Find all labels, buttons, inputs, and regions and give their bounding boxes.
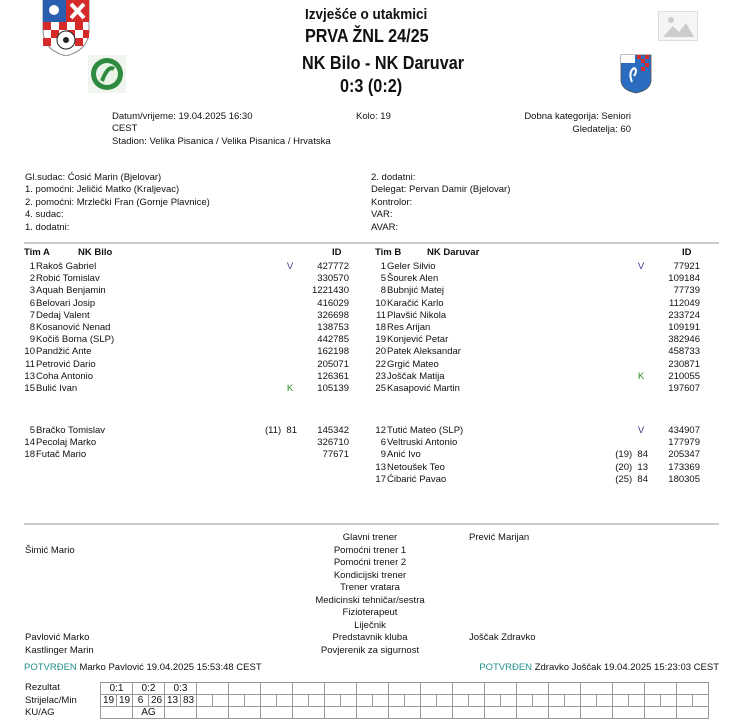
- competition-name: PRVA ŽNL 24/25: [305, 26, 429, 46]
- player-id: 233724: [668, 309, 700, 321]
- player-id: 326710: [317, 437, 349, 449]
- substitution-info: (11) 81: [264, 425, 297, 436]
- minute-cell: [661, 695, 677, 707]
- divider: [24, 242, 719, 244]
- player-row: [17, 298, 357, 311]
- scorer-cell: [357, 695, 373, 707]
- player-row: [368, 474, 708, 487]
- player-row: [17, 346, 357, 359]
- player-number: 20: [375, 346, 386, 358]
- player-number: 10: [375, 297, 386, 309]
- confirmation-text: Marko Pavlović 19.04.2025 15:53:48 CEST: [79, 662, 262, 673]
- captain-marker: K: [637, 370, 645, 382]
- result-cell: [453, 683, 485, 695]
- player-name: Kočiš Borna (SLP): [36, 334, 115, 346]
- official-line: Delegat: Pervan Damir (Bjelovar): [371, 184, 511, 196]
- minute-cell: [405, 695, 421, 707]
- player-id: 109184: [668, 273, 700, 285]
- player-number: 13: [375, 461, 386, 473]
- minute-cell: [245, 695, 261, 707]
- player-number: 5: [29, 425, 35, 436]
- ku-ag-cell: [581, 707, 613, 719]
- scorer-cell: 13: [165, 695, 181, 707]
- result-cell: [645, 683, 677, 695]
- scorer-cell: [613, 695, 629, 707]
- scorer-cell: [261, 695, 277, 707]
- staff-role: Trener vratara: [340, 582, 400, 593]
- player-number: 5: [380, 273, 386, 285]
- result-cell: [229, 683, 261, 695]
- captain-marker: K: [286, 383, 294, 394]
- player-id: 109191: [668, 322, 700, 333]
- player-name: Tutić Mateo (SLP): [387, 425, 464, 436]
- official-line: 2. pomoćni: Mrzlečki Fran (Gornje Plavnice): [25, 196, 210, 208]
- player-name: Kosanović Nenad: [36, 322, 111, 333]
- staff-role: Liječnik: [354, 619, 386, 631]
- report-title: Izvješće o utakmici: [305, 6, 428, 23]
- age-category: Dobna kategorija: Seniori: [524, 111, 631, 122]
- result-cell: [389, 683, 421, 695]
- match-datetime: Datum/vrijeme: 19.04.2025 16:30: [112, 111, 253, 122]
- player-number: 9: [29, 334, 35, 346]
- player-name: Konjević Petar: [387, 334, 449, 346]
- ku-ag-cell: [613, 707, 645, 719]
- player-row: [368, 383, 708, 396]
- player-row: [17, 261, 357, 274]
- player-id: 330570: [317, 273, 349, 285]
- goals-table: [100, 682, 709, 719]
- player-row: [368, 322, 708, 335]
- official-line: 1. pomoćni: Jeličić Matko (Kraljevac): [25, 184, 180, 196]
- player-number: 7: [29, 309, 35, 321]
- player-id: 382946: [668, 334, 700, 346]
- player-number: 11: [376, 309, 386, 321]
- result-cell: 0:3: [165, 683, 197, 695]
- ku-ag-cell: [197, 707, 229, 719]
- scorer-cell: [549, 695, 565, 707]
- goalkeeper-marker: V: [637, 261, 645, 272]
- player-number: 8: [380, 285, 386, 297]
- staff-role: Medicinski tehničar/sestra: [315, 594, 425, 606]
- player-row: [17, 310, 357, 323]
- minute-cell: [213, 695, 229, 707]
- ku-ag-cell: [453, 707, 485, 719]
- ku-ag-cell: [421, 707, 453, 719]
- ku-ag-cell: [357, 707, 389, 719]
- away-team-logo: [620, 54, 652, 94]
- minute-cell: [693, 695, 709, 707]
- result-cell: [293, 683, 325, 695]
- official-line: 2. dodatni:: [371, 172, 416, 183]
- player-row: [368, 298, 708, 311]
- team-b-staff-name: Joščak Zdravko: [469, 632, 536, 643]
- player-row: [17, 273, 357, 286]
- player-number: 3: [29, 285, 35, 297]
- scorer-cell: [485, 695, 501, 707]
- round: Kolo: 19: [356, 111, 391, 122]
- player-id: 180305: [668, 473, 700, 485]
- substitution-info: (19) 84: [615, 449, 648, 461]
- player-row: [368, 425, 708, 438]
- staff-role: Pomoćni trener 2: [333, 557, 407, 568]
- result-cell: [357, 683, 389, 695]
- ku-ag-cell: [101, 707, 133, 719]
- player-number: 10: [24, 346, 35, 358]
- team-b-id-header: ID: [682, 247, 692, 258]
- player-number: 25: [375, 383, 386, 394]
- player-id: 105139: [317, 383, 349, 394]
- player-row: [368, 346, 708, 359]
- player-id: 77739: [673, 285, 700, 297]
- player-id: 416029: [317, 297, 349, 309]
- player-name: Rakoš Gabriel: [36, 261, 97, 272]
- minute-cell: [277, 695, 293, 707]
- minute-cell: [629, 695, 645, 707]
- team-a-id-header: ID: [332, 247, 342, 258]
- player-row: [17, 437, 357, 450]
- minute-cell: [469, 695, 485, 707]
- county-crest-logo: [42, 0, 90, 56]
- player-row: [17, 425, 357, 438]
- official-line: VAR:: [371, 209, 393, 221]
- player-id: 112049: [669, 297, 700, 309]
- player-id: 77671: [322, 449, 349, 461]
- player-row: [17, 371, 357, 384]
- ku-ag-cell: [165, 707, 197, 719]
- player-id: 434907: [668, 425, 700, 436]
- scorer-cell: 6: [133, 695, 149, 707]
- player-name: Belovari Josip: [36, 297, 96, 309]
- minute-cell: [373, 695, 389, 707]
- player-id: 210055: [668, 370, 700, 382]
- team-b-label: Tim B: [375, 247, 402, 258]
- player-name: Robić Tomislav: [36, 273, 100, 285]
- confirmation-status: POTVRĐEN: [24, 662, 77, 673]
- scorer-cell: [645, 695, 661, 707]
- spectators: Gledatelja: 60: [572, 124, 631, 135]
- team-b-confirmation: [479, 662, 719, 673]
- player-number: 18: [24, 449, 35, 461]
- player-row: [368, 273, 708, 286]
- player-name: Bubnjić Matej: [387, 285, 445, 297]
- player-name: Geler Silvio: [387, 261, 436, 272]
- staff-role: Fizioterapeut: [342, 607, 398, 618]
- staff-role: Povjerenik za sigurnost: [320, 644, 420, 656]
- player-name: Netoušek Teo: [387, 461, 445, 473]
- player-name: Petrović Dario: [36, 358, 96, 370]
- match-score: 0:3 (0:2): [340, 76, 403, 96]
- player-id: 177979: [668, 437, 700, 449]
- player-number: 22: [375, 358, 386, 370]
- player-row: [368, 334, 708, 347]
- official-line: Kontrolor:: [371, 196, 413, 208]
- player-row: [17, 322, 357, 335]
- team-a-staff-name: Šimić Mario: [25, 544, 75, 556]
- scorer-cell: 19: [101, 695, 117, 707]
- minute-cell: [565, 695, 581, 707]
- player-id: 326698: [317, 309, 349, 321]
- minute-cell: 26: [149, 695, 165, 707]
- minute-cell: [597, 695, 613, 707]
- player-name: Ćibarić Pavao: [387, 473, 447, 485]
- player-name: Karačić Karlo: [387, 297, 444, 309]
- row-label-scorer: Strijelac/Min: [25, 695, 77, 706]
- goalkeeper-marker: V: [637, 425, 645, 436]
- scorer-cell: [581, 695, 597, 707]
- result-cell: [261, 683, 293, 695]
- player-name: Res Arijan: [387, 322, 431, 333]
- ku-ag-cell: [261, 707, 293, 719]
- player-number: 17: [375, 473, 386, 485]
- scorer-cell: [325, 695, 341, 707]
- ku-ag-cell: [485, 707, 517, 719]
- minute-cell: 83: [181, 695, 197, 707]
- goalkeeper-marker: V: [286, 261, 294, 272]
- player-number: 6: [29, 297, 35, 309]
- ku-ag-cell: [645, 707, 677, 719]
- ku-ag-cell: [389, 707, 421, 719]
- player-name: Patek Aleksandar: [387, 346, 461, 358]
- result-row: [101, 683, 709, 695]
- player-name: Joščak Matija: [387, 370, 445, 382]
- ku-ag-cell: [517, 707, 549, 719]
- staff-role: Glavni trener: [342, 532, 398, 543]
- player-row: [17, 383, 357, 396]
- staff-role: Predstavnik kluba: [332, 632, 408, 643]
- team-a-label: Tim A: [24, 247, 50, 258]
- team-b-name: NK Daruvar: [427, 247, 480, 258]
- player-number: 2: [29, 273, 35, 285]
- player-number: 1: [29, 261, 35, 272]
- result-cell: [197, 683, 229, 695]
- scorer-cell: [677, 695, 693, 707]
- player-name: Šourek Alen: [387, 273, 439, 285]
- player-number: 8: [29, 322, 35, 333]
- player-number: 1: [380, 261, 386, 272]
- player-id: 173369: [668, 461, 700, 473]
- minute-cell: 19: [117, 695, 133, 707]
- stadium: Stadion: Velika Pisanica / Velika Pisanica / Hrvatska: [112, 136, 331, 147]
- minute-cell: [309, 695, 325, 707]
- player-number: 13: [24, 370, 35, 382]
- player-row: [17, 449, 357, 462]
- player-id: 458733: [668, 346, 700, 358]
- match-timezone: CEST: [112, 123, 138, 134]
- scorer-row: [101, 695, 709, 707]
- home-team-logo: [88, 55, 126, 93]
- minute-cell: [341, 695, 357, 707]
- substitution-info: (25) 84: [615, 473, 648, 485]
- ku-ag-cell: [229, 707, 261, 719]
- ku-ag-cell: AG: [133, 707, 165, 719]
- player-number: 9: [380, 449, 386, 461]
- scorer-cell: [197, 695, 213, 707]
- staff-role: Kondicijski trener: [333, 569, 407, 581]
- player-id: 205071: [317, 358, 349, 370]
- player-id: 1221430: [312, 285, 349, 297]
- confirmation-status: POTVRĐEN: [479, 662, 533, 673]
- result-cell: [613, 683, 645, 695]
- team-a-name: NK Bilo: [78, 247, 113, 258]
- player-row: [368, 371, 708, 384]
- player-name: Pandžić Ante: [36, 346, 92, 358]
- player-number: 12: [375, 425, 386, 436]
- scorer-cell: [293, 695, 309, 707]
- player-id: 427772: [317, 261, 349, 272]
- result-cell: [325, 683, 357, 695]
- player-id: 205347: [668, 449, 700, 461]
- team-b-staff-name: Prević Marijan: [469, 532, 530, 543]
- player-name: Coha Antonio: [36, 370, 94, 382]
- scorer-cell: [389, 695, 405, 707]
- player-name: Kasapović Martin: [387, 383, 460, 394]
- player-row: [368, 310, 708, 323]
- player-name: Pecolaj Marko: [36, 437, 97, 449]
- player-number: 18: [375, 322, 386, 333]
- player-row: [368, 462, 708, 475]
- ku-ag-cell: [293, 707, 325, 719]
- player-id: 197607: [668, 383, 700, 394]
- row-label-ku-ag: KU/AG: [25, 707, 55, 718]
- row-label-result: Rezultat: [25, 682, 60, 693]
- player-number: 23: [375, 370, 386, 382]
- team-a-confirmation: [24, 662, 262, 673]
- player-row: [368, 437, 708, 450]
- confirmation-text: Zdravko Joščak 19.04.2025 15:23:03 CEST: [534, 662, 719, 673]
- player-row: [368, 261, 708, 274]
- player-id: 145342: [317, 425, 349, 436]
- player-row: [368, 449, 708, 462]
- scorer-cell: [229, 695, 245, 707]
- player-row: [368, 285, 708, 298]
- official-line: 1. dodatni:: [25, 221, 70, 233]
- team-a-staff-name: Pavlović Marko: [25, 632, 90, 643]
- minute-cell: [437, 695, 453, 707]
- scorer-cell: [517, 695, 533, 707]
- official-line: 4. sudac:: [25, 209, 64, 221]
- ku-ag-cell: [325, 707, 357, 719]
- minute-cell: [501, 695, 517, 707]
- result-cell: [421, 683, 453, 695]
- player-number: 11: [25, 358, 35, 370]
- player-number: 14: [24, 437, 35, 449]
- minute-cell: [533, 695, 549, 707]
- result-cell: [549, 683, 581, 695]
- player-row: [17, 285, 357, 298]
- divider: [24, 523, 719, 525]
- ku-ag-cell: [677, 707, 709, 719]
- player-row: [17, 359, 357, 372]
- player-name: Aquah Benjamin: [36, 285, 106, 297]
- substitution-info: (20) 13: [615, 461, 648, 473]
- result-cell: [581, 683, 613, 695]
- result-cell: [677, 683, 709, 695]
- player-row: [17, 334, 357, 347]
- player-id: 126361: [317, 370, 349, 382]
- result-cell: [517, 683, 549, 695]
- official-line: Gl.sudac: Ćosić Marin (Bjelovar): [25, 172, 162, 183]
- staff-role: Pomoćni trener 1: [333, 544, 407, 556]
- player-name: Dedaj Valent: [36, 309, 90, 321]
- player-number: 15: [24, 383, 35, 394]
- player-id: 230871: [668, 358, 700, 370]
- player-name: Veltruski Antonio: [387, 437, 458, 449]
- official-line: AVAR:: [371, 221, 399, 233]
- player-name: Bulić Ivan: [36, 383, 78, 394]
- ku-ag-row: [101, 707, 709, 719]
- player-name: Futač Mario: [36, 449, 87, 461]
- player-number: 19: [375, 334, 386, 346]
- player-name: Bračko Tomislav: [36, 425, 105, 436]
- player-id: 442785: [317, 334, 349, 346]
- result-cell: [485, 683, 517, 695]
- player-name: Grgić Mateo: [387, 358, 439, 370]
- match-title: NK Bilo - NK Daruvar: [302, 53, 465, 73]
- player-id: 162198: [317, 346, 349, 358]
- image-placeholder-icon: [658, 11, 698, 41]
- player-name: Plavšić Nikola: [387, 309, 447, 321]
- result-cell: 0:2: [133, 683, 165, 695]
- result-cell: 0:1: [101, 683, 133, 695]
- scorer-cell: [421, 695, 437, 707]
- player-name: Anić Ivo: [387, 449, 421, 461]
- player-id: 77921: [673, 261, 700, 272]
- ku-ag-cell: [549, 707, 581, 719]
- team-a-staff-name: Kastlinger Marin: [25, 644, 94, 656]
- player-number: 6: [380, 437, 386, 449]
- player-row: [368, 359, 708, 372]
- scorer-cell: [453, 695, 469, 707]
- player-id: 138753: [317, 322, 349, 333]
